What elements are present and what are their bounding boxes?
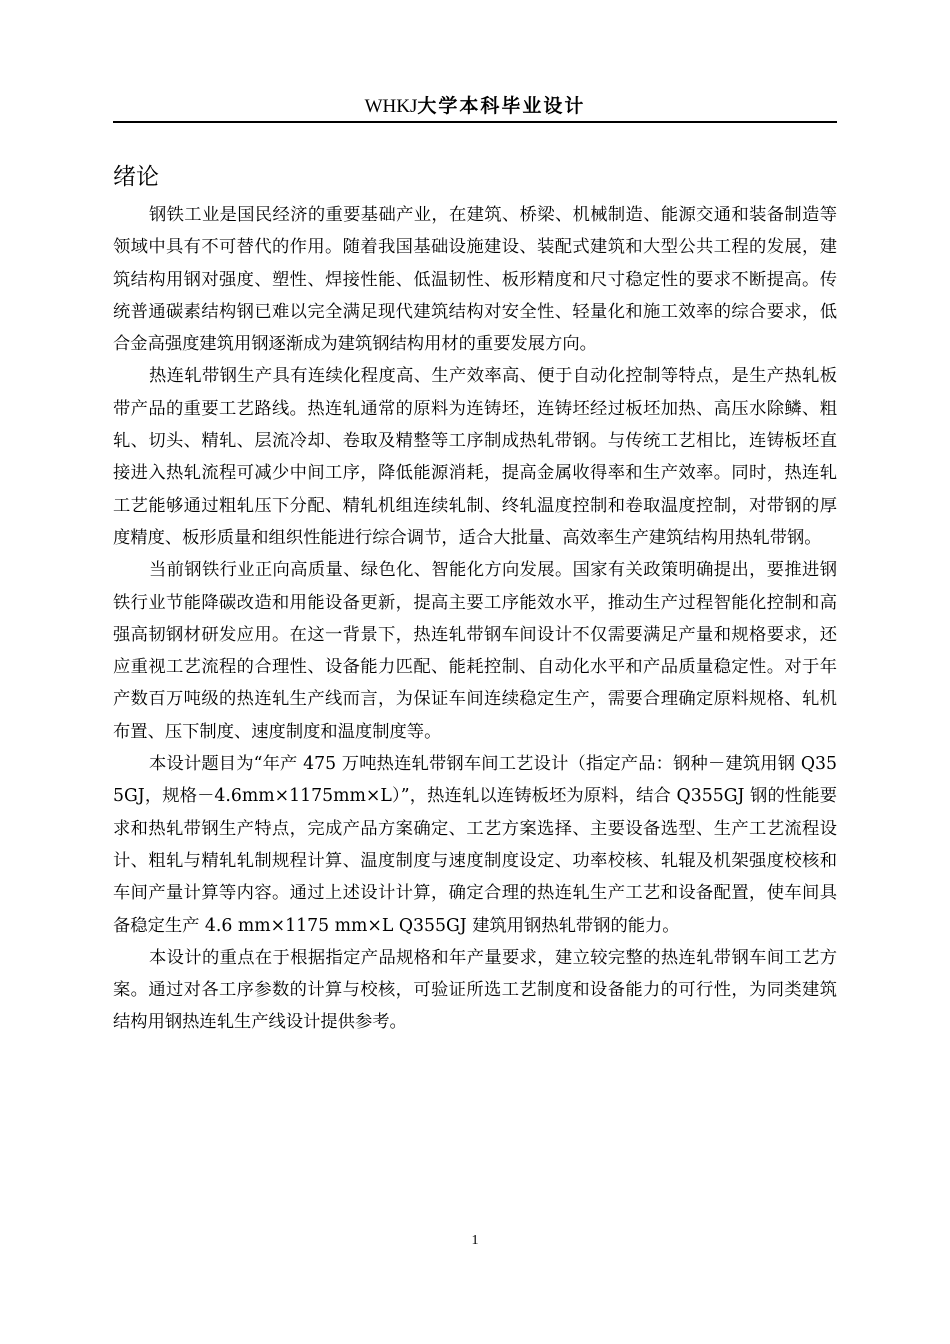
header-title: 大学本科毕业设计 xyxy=(417,95,586,117)
page-number: 1 xyxy=(471,1233,479,1248)
header-rule xyxy=(113,121,837,123)
paragraph-4: 本设计题目为“年产 475 万吨热连轧带钢车间工艺设计（指定产品：钢种－建筑用钢 Q355GJ，规格－4.6mm×1175mm×L）”，热连轧以连铸板坯为原料，结合 Q355GJ 钢的性能要求和热轧带钢生产特点，完成产品方案确定、工艺方案选择、主要设备选型、生产工艺流程设计、粗轧与精轧轧制规程计算、温度制度与速度制度设定、功率校核、轧辊及机架强度校核和车间产量计算等内容。通过上述设计计算，确定合理的热连轧生产工艺和设备配置，使车间具备稳定生产 4.6 mm×1175 mm×L Q355GJ 建筑用钢热轧带钢的能力。 xyxy=(113,754,837,936)
paragraph-5: 本设计的重点在于根据指定产品规格和年产量要求，建立较完整的热连轧带钢车间工艺方案。通过对各工序参数的计算与校核，可验证所选工艺制度和设备能力的可行性，为同类建筑结构用钢热连轧生产线设计提供参考。 xyxy=(113,947,837,1033)
body-text xyxy=(113,199,837,1039)
paragraph-3: 当前钢铁行业正向高质量、绿色化、智能化方向发展。国家有关政策明确提出，要推进钢铁行业节能降碳改造和用能设备更新，提高主要工序能效水平，推动生产过程智能化控制和高强高韧钢材研发应用。在这一背景下，热连轧带钢车间设计不仅需要满足产量和规格要求，还应重视工艺流程的合理性、设备能力匹配、能耗控制、自动化水平和产品质量稳定性。对于年产数百万吨级的热连轧生产线而言，为保证车间连续稳定生产，需要合理确定原料规格、轧机布置、压下制度、速度制度和温度制度等。 xyxy=(113,560,837,742)
paragraph-1: 钢铁工业是国民经济的重要基础产业，在建筑、桥梁、机械制造、能源交通和装备制造等领域中具有不可替代的作用。随着我国基础设施建设、装配式建筑和大型公共工程的发展，建筑结构用钢对强度、塑性、焊接性能、低温韧性、板形精度和尺寸稳定性的要求不断提高。传统普通碳素结构钢已难以完全满足现代建筑结构对安全性、轻量化和施工效率的综合要求，低合金高强度建筑用钢逐渐成为建筑钢结构用材的重要发展方向。 xyxy=(113,205,837,355)
header-latin-text: WHKJ xyxy=(364,96,418,117)
paragraph-2: 热连轧带钢生产具有连续化程度高、生产效率高、便于自动化控制等特点，是生产热轧板带产品的重要工艺路线。热连轧通常的原料为连铸坯，连铸坯经过板坯加热、高压水除鳞、粗轧、切头、精轧、层流冷却、卷取及精整等工序制成热轧带钢。与传统工艺相比，连铸板坯直接进入热轧流程可减少中间工序，降低能源消耗，提高金属收得率和生产效率。同时，热连轧工艺能够通过粗轧压下分配、精轧机组连续轧制、终轧温度控制和卷取温度控制，对带钢的厚度精度、板形质量和组织性能进行综合调节，适合大批量、高效率生产建筑结构用热轧带钢。 xyxy=(113,366,837,548)
section-title: 绪论 xyxy=(113,164,159,190)
running-header xyxy=(113,92,837,120)
